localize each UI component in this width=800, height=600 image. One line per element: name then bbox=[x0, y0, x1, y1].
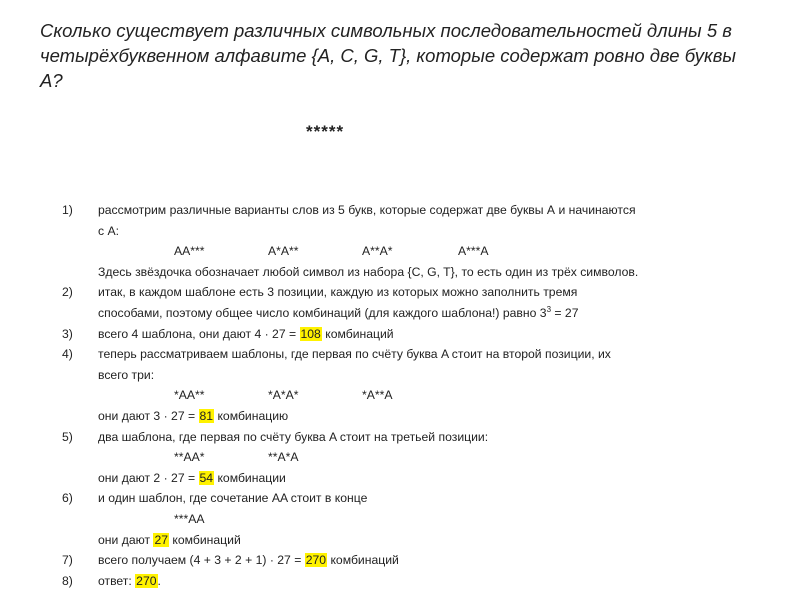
step-4-text-cont: всего три: bbox=[98, 367, 155, 382]
step-3-pre: всего 4 шаблона, они дают 4 · 27 = bbox=[98, 326, 300, 341]
step-1-number: 1) bbox=[62, 203, 73, 217]
pattern: *AA** bbox=[174, 388, 205, 403]
step-2-text-c: = 27 bbox=[551, 305, 579, 320]
step-5-patterns bbox=[62, 447, 772, 468]
step-2-text-b: способами, поэтому общее число комбинаций (для каждого шаблона!) равно 3 bbox=[98, 305, 547, 320]
step-4-number: 4) bbox=[62, 347, 73, 362]
step-4-result bbox=[62, 406, 772, 427]
highlighted-value: 270 bbox=[305, 553, 327, 568]
step-1-patterns bbox=[62, 241, 772, 262]
step-1-note bbox=[62, 262, 772, 283]
highlighted-value: 81 bbox=[199, 408, 214, 423]
step-2-line-a bbox=[62, 282, 772, 303]
step-4-line-b bbox=[62, 365, 772, 386]
step-6-pre: они дают bbox=[98, 532, 154, 547]
step-1-line-a bbox=[62, 200, 772, 221]
separator-stars: ***** bbox=[306, 122, 345, 141]
pattern: A*A** bbox=[268, 244, 299, 259]
step-6-result-text bbox=[98, 530, 241, 551]
step-8-number: 8) bbox=[62, 573, 73, 588]
step-7-post: комбинаций bbox=[327, 553, 399, 568]
step-2-line-b bbox=[62, 303, 772, 324]
step-4-text: теперь рассматриваем шаблоны, где первая по счёту буква A стоит на второй позиции, их bbox=[98, 347, 611, 362]
step-8-line bbox=[62, 571, 772, 592]
pattern: AA*** bbox=[174, 244, 205, 259]
pattern: **A*A bbox=[268, 450, 299, 465]
step-6-line-a bbox=[62, 488, 772, 509]
step-6-patterns bbox=[62, 509, 772, 530]
step-1-line-b bbox=[62, 221, 772, 242]
step-2-exponent: 3 bbox=[546, 304, 552, 314]
step-4-result-text bbox=[98, 406, 288, 427]
step-6-text: и один шаблон, где сочетание AA стоит в конце bbox=[98, 491, 368, 506]
step-7-line bbox=[62, 550, 772, 571]
step-8-text bbox=[98, 571, 161, 592]
step-5-text: два шаблона, где первая по счёту буква A стоит на третьей позиции: bbox=[98, 429, 489, 444]
question-title: Сколько существует различных символьных последовательностей длины 5 в четырёхбуквенном алфавите {A, C, G, T}, которые содержат ровно две буквы A? bbox=[40, 20, 736, 91]
step-5-result bbox=[62, 468, 772, 489]
highlighted-value: 108 bbox=[300, 326, 321, 341]
step-8-post: . bbox=[157, 573, 161, 588]
step-7-pre: всего получаем (4 + 3 + 2 + 1) · 27 = bbox=[98, 553, 305, 568]
step-4-line-a bbox=[62, 344, 772, 365]
step-6-post: комбинаций bbox=[169, 532, 241, 547]
step-6-result bbox=[62, 530, 772, 551]
pattern: A***A bbox=[458, 244, 489, 259]
step-5-pre: они дают 2 · 27 = bbox=[98, 470, 199, 485]
step-6-number: 6) bbox=[62, 491, 73, 506]
step-1-note-text: Здесь звёздочка обозначает любой символ из набора {C, G, T}, то есть один из трёх символов. bbox=[98, 264, 639, 279]
step-5-post: комбинации bbox=[214, 470, 286, 485]
step-1-text: рассмотрим различные варианты слов из 5 букв, которые содержат две буквы А и начинаются bbox=[98, 203, 636, 217]
step-5-result-text bbox=[98, 468, 286, 489]
answer-value: 270 bbox=[136, 573, 157, 588]
step-1-text-cont: с А: bbox=[98, 223, 119, 238]
step-8-pre: ответ: bbox=[98, 573, 136, 588]
step-4-pre: они дают 3 · 27 = bbox=[98, 408, 199, 423]
step-3-line bbox=[62, 324, 772, 345]
solution-list bbox=[62, 200, 772, 591]
highlighted-value: 27 bbox=[154, 532, 168, 547]
pattern: *A**A bbox=[362, 388, 393, 403]
step-7-text bbox=[98, 550, 399, 571]
step-2-number: 2) bbox=[62, 285, 73, 300]
pattern: A**A* bbox=[362, 244, 393, 259]
step-2-text: итак, в каждом шаблоне есть 3 позиции, каждую из которых можно заполнить тремя bbox=[98, 285, 578, 300]
step-4-patterns bbox=[62, 385, 772, 406]
step-3-post: комбинаций bbox=[321, 326, 394, 341]
step-7-number: 7) bbox=[62, 553, 73, 568]
step-2-text-cont bbox=[98, 303, 578, 324]
step-4-post: комбинацию bbox=[214, 408, 289, 423]
pattern: **AA* bbox=[174, 450, 205, 465]
step-3-number: 3) bbox=[62, 326, 73, 341]
step-5-number: 5) bbox=[62, 429, 73, 444]
step-3-text bbox=[98, 324, 394, 345]
pattern: ***AA bbox=[174, 511, 205, 526]
step-5-line-a bbox=[62, 427, 772, 448]
pattern: *A*A* bbox=[268, 388, 299, 403]
highlighted-value: 54 bbox=[199, 470, 214, 485]
